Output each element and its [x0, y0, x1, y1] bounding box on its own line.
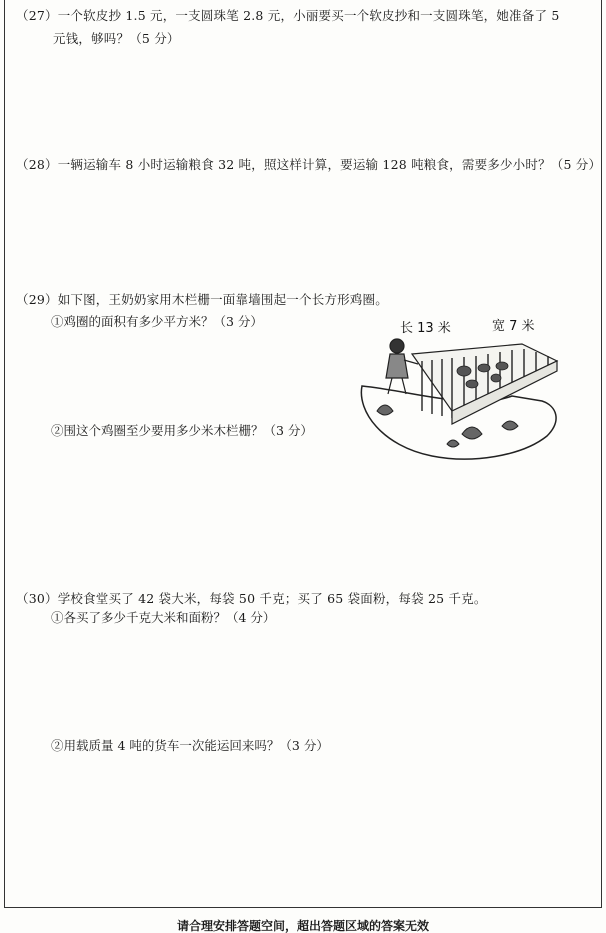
question-29-sub-1: ①鸡圈的面积有多少平方米？（3 分）	[51, 314, 263, 329]
question-28: （28）一辆运输车 8 小时运输粮食 32 吨，照这样计算，要运输 128 吨粮食，需要多少小时？（5 分）	[16, 157, 602, 172]
footer-notice: 请合理安排答题空间，超出答题区域的答案无效	[176, 919, 429, 933]
question-27-line-2: 元钱，够吗？（5 分）	[53, 31, 180, 46]
chicken-coop-illustration	[352, 316, 562, 464]
question-27-line-1: （27）一个软皮抄 1.5 元，一支圆珠笔 2.8 元，小丽要买一个软皮抄和一支圆珠笔，她准备了 5	[16, 8, 560, 23]
question-29-sub-2: ②围这个鸡圈至少要用多少米木栏栅？（3 分）	[51, 423, 313, 438]
figure-width-label: 宽 7 米	[492, 319, 535, 334]
question-30-line-1: （30）学校食堂买了 42 袋大米，每袋 50 千克；买了 65 袋面粉，每袋 25 千克。	[16, 591, 487, 606]
figure-length-label: 长 13 米	[400, 321, 451, 336]
question-29-line-1: （29）如下图，王奶奶家用木栏栅一面靠墙围起一个长方形鸡圈。	[16, 292, 388, 307]
question-30-sub-2: ②用载质量 4 吨的货车一次能运回来吗？（3 分）	[51, 738, 329, 753]
question-30-sub-1: ①各买了多少千克大米和面粉？（4 分）	[51, 610, 276, 625]
